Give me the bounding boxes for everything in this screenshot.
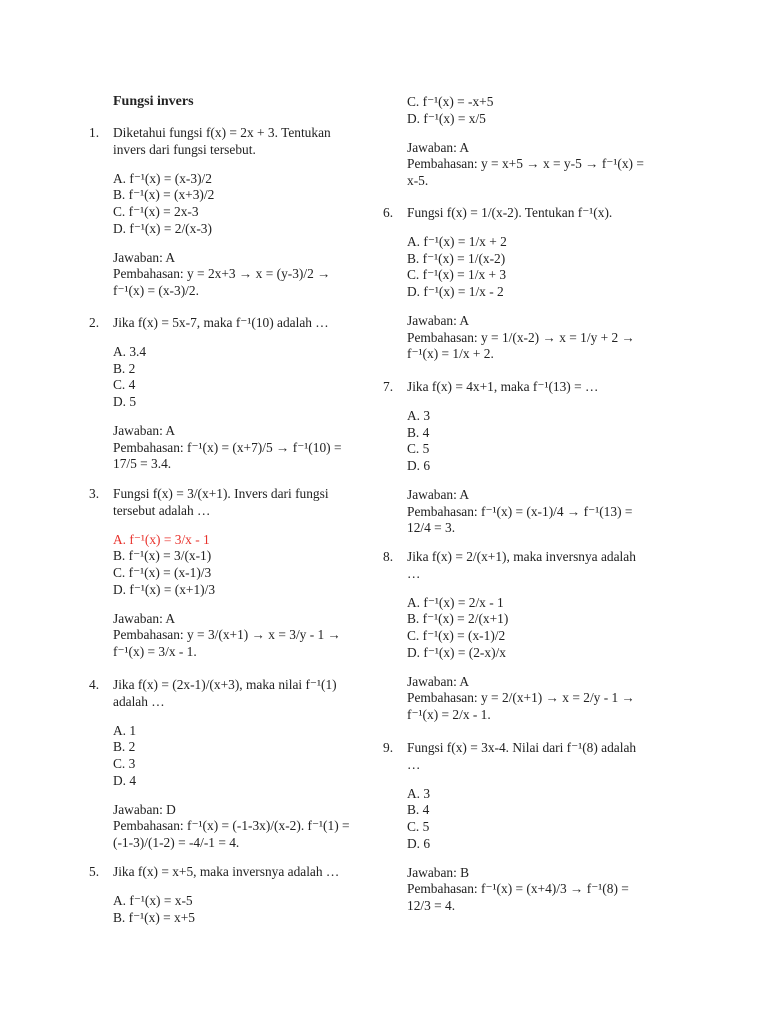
option-d: D. 6 <box>407 457 431 473</box>
option-a: A. f⁻¹(x) = 2/x - 1 <box>407 594 504 610</box>
option-d: D. f⁻¹(x) = (x+1)/3 <box>113 581 216 597</box>
question-number: 2. <box>89 315 100 330</box>
option-c: C. f⁻¹(x) = 1/x + 3 <box>407 267 507 283</box>
answer: Jawaban: A <box>407 139 470 155</box>
question-stem: adalah … <box>113 693 165 709</box>
option-c: C. f⁻¹(x) = 2x-3 <box>113 203 199 219</box>
option-d: D. 6 <box>407 835 431 851</box>
option-a: A. f⁻¹(x) = (x-3)/2 <box>113 170 212 186</box>
option-c: C. 5 <box>407 818 430 834</box>
question-stem: tersebut adalah … <box>113 502 211 518</box>
question-stem: Jika f(x) = 4x+1, maka f⁻¹(13) = … <box>407 379 599 394</box>
explanation: Pembahasan: f⁻¹(x) = (x-1)/4 → f⁻¹(13) = <box>407 503 633 519</box>
question-number: 9. <box>383 740 394 755</box>
answer: Jawaban: A <box>407 487 470 503</box>
option-b: B. 4 <box>407 802 430 818</box>
explanation: f⁻¹(x) = (x-3)/2. <box>113 282 199 298</box>
option-a: A. 3.4 <box>113 344 147 360</box>
option-c: C. f⁻¹(x) = (x-1)/2 <box>407 627 506 643</box>
explanation: Pembahasan: y = 2x+3 → x = (y-3)/2 → <box>113 266 331 282</box>
option-c: C. 3 <box>113 755 136 771</box>
question-stem: Jika f(x) = (2x-1)/(x+3), maka nilai f⁻¹(1) <box>113 677 337 692</box>
option-d: D. f⁻¹(x) = 2/(x-3) <box>113 220 212 236</box>
option-a: A. 1 <box>113 722 137 738</box>
explanation: 12/3 = 4. <box>407 897 456 913</box>
option-b: B. f⁻¹(x) = 1/(x-2) <box>407 250 506 266</box>
question-number: 4. <box>89 677 100 692</box>
option-b: B. 2 <box>113 360 136 376</box>
question-number: 7. <box>383 379 394 394</box>
option-d: D. f⁻¹(x) = 1/x - 2 <box>407 283 504 299</box>
answer: Jawaban: B <box>407 864 470 880</box>
option-d: D. f⁻¹(x) = (2-x)/x <box>407 644 506 660</box>
answer: Jawaban: D <box>113 801 176 817</box>
explanation: Pembahasan: f⁻¹(x) = (-1-3x)/(x-2). f⁻¹(1) = <box>113 818 350 834</box>
option-a: A. f⁻¹(x) = x-5 <box>113 893 193 909</box>
explanation: Pembahasan: y = 1/(x-2) → x = 1/y + 2 → <box>407 329 635 345</box>
explanation: 12/4 = 3. <box>407 520 456 536</box>
explanation: f⁻¹(x) = 1/x + 2. <box>407 346 494 362</box>
option-d: D. f⁻¹(x) = x/5 <box>407 110 486 126</box>
question-stem: … <box>407 756 421 772</box>
question-stem: Diketahui fungsi f(x) = 2x + 3. Tentukan <box>113 125 331 140</box>
question-number: 5. <box>89 864 100 879</box>
option-b: B. 2 <box>113 739 136 755</box>
question-stem: Fungsi f(x) = 1/(x-2). Tentukan f⁻¹(x). <box>407 205 613 220</box>
option-a-highlighted: A. f⁻¹(x) = 3/x - 1 <box>113 531 210 547</box>
explanation: Pembahasan: f⁻¹(x) = (x+7)/5 → f⁻¹(10) = <box>113 439 342 455</box>
explanation: x-5. <box>407 172 429 188</box>
question-stem: Fungsi f(x) = 3x-4. Nilai dari f⁻¹(8) adalah <box>407 740 637 755</box>
question-stem: Jika f(x) = x+5, maka inversnya adalah … <box>113 864 340 879</box>
page-title: Fungsi invers <box>113 94 194 109</box>
option-b: B. f⁻¹(x) = (x+3)/2 <box>113 187 215 203</box>
answer: Jawaban: A <box>407 673 470 689</box>
option-a: A. f⁻¹(x) = 1/x + 2 <box>407 234 507 250</box>
question-stem: Jika f(x) = 5x-7, maka f⁻¹(10) adalah … <box>113 315 329 330</box>
option-d: D. 5 <box>113 393 137 409</box>
option-b: B. f⁻¹(x) = 2/(x+1) <box>407 611 509 627</box>
question-stem: Fungsi f(x) = 3/(x+1). Invers dari fungsi <box>113 486 329 501</box>
question-number: 8. <box>383 549 394 564</box>
answer: Jawaban: A <box>113 423 176 439</box>
question-stem: … <box>407 565 421 581</box>
explanation: Pembahasan: y = 3/(x+1) → x = 3/y - 1 → <box>113 627 341 643</box>
option-b: B. 4 <box>407 424 430 440</box>
question-number: 3. <box>89 486 100 501</box>
option-c: C. 4 <box>113 377 136 393</box>
explanation: Pembahasan: y = x+5 → x = y-5 → f⁻¹(x) = <box>407 156 644 172</box>
option-a: A. 3 <box>407 408 431 424</box>
option-d: D. 4 <box>113 772 137 788</box>
question-stem: Jika f(x) = 2/(x+1), maka inversnya adalah <box>407 549 636 564</box>
option-b: B. f⁻¹(x) = x+5 <box>113 909 195 925</box>
explanation: f⁻¹(x) = 3/x - 1. <box>113 643 197 659</box>
option-c: C. 5 <box>407 441 430 457</box>
explanation: f⁻¹(x) = 2/x - 1. <box>407 706 491 722</box>
option-c: C. f⁻¹(x) = (x-1)/3 <box>113 564 212 580</box>
answer: Jawaban: A <box>407 313 470 329</box>
answer: Jawaban: A <box>113 610 176 626</box>
question-number: 6. <box>383 205 394 220</box>
explanation: (-1-3)/(1-2) = -4/-1 = 4. <box>113 834 240 850</box>
explanation: Pembahasan: y = 2/(x+1) → x = 2/y - 1 → <box>407 690 635 706</box>
question-stem: invers dari fungsi tersebut. <box>113 141 256 157</box>
answer: Jawaban: A <box>113 249 176 265</box>
option-c: C. f⁻¹(x) = -x+5 <box>407 94 494 109</box>
option-b: B. f⁻¹(x) = 3/(x-1) <box>113 548 212 564</box>
question-number: 1. <box>89 125 100 140</box>
option-a: A. 3 <box>407 785 431 801</box>
explanation: Pembahasan: f⁻¹(x) = (x+4)/3 → f⁻¹(8) = <box>407 881 629 897</box>
explanation: 17/5 = 3.4. <box>113 456 172 472</box>
